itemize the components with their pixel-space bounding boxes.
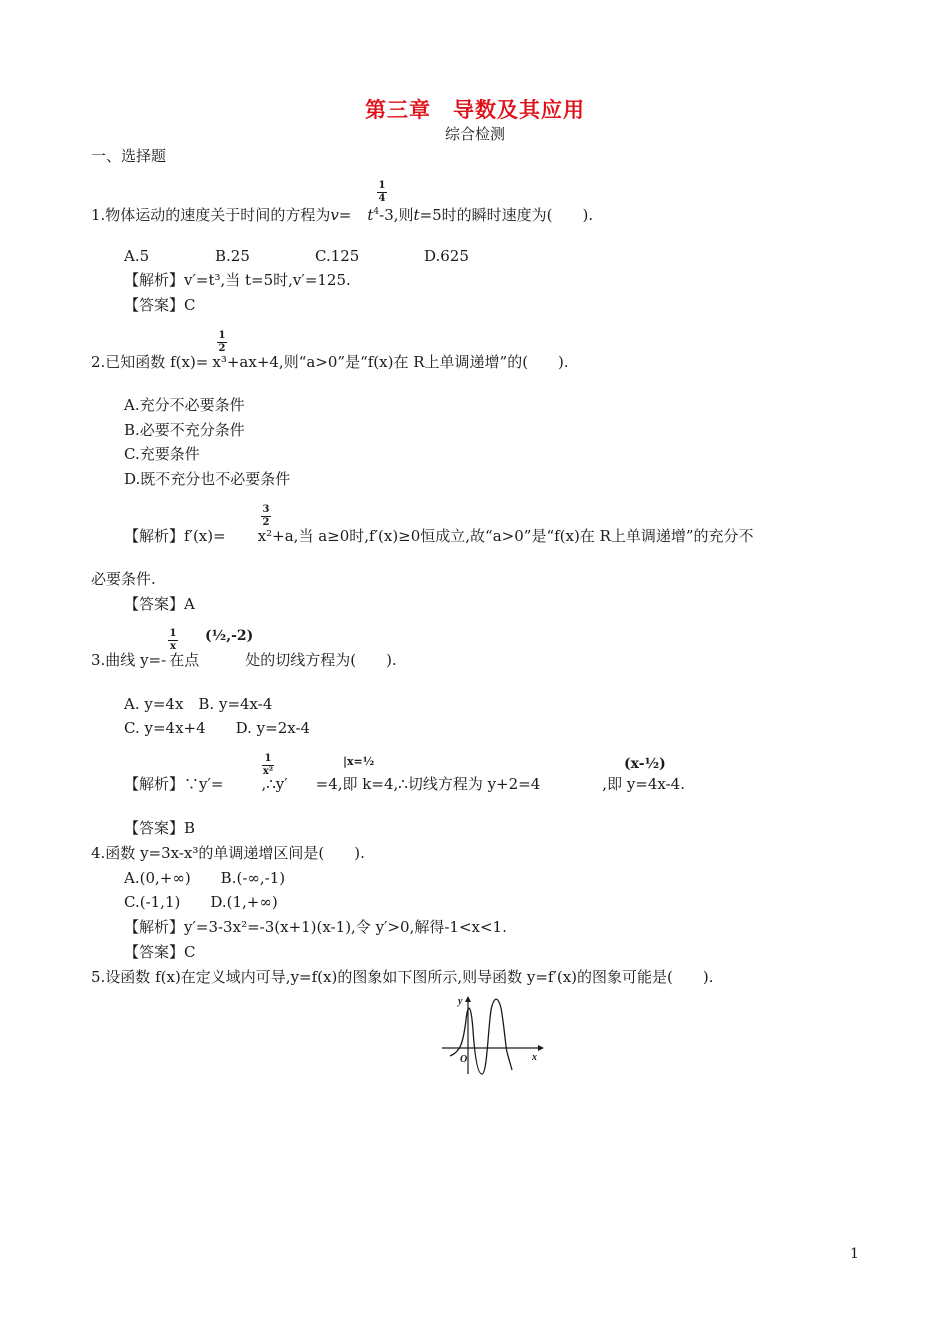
q4-stem: 4.函数 y=3x-x³的单调递增区间是( ). (91, 844, 365, 862)
chapter-title: 第三章 导数及其应用 (365, 97, 585, 122)
origin-label: O (460, 1054, 468, 1065)
q1-answer: 【答案】C (124, 296, 196, 314)
q1-option-d: D.625 (424, 247, 469, 265)
q3-stem: 3.曲线 y=- 在点 处的切线方程为( ). (91, 651, 397, 669)
q2-option-a: A.充分不必要条件 (124, 396, 245, 414)
q1-analysis: 【解析】v′=t³,当 t=5时,v′=125. (124, 271, 351, 289)
q2-option-c: C.充要条件 (124, 445, 200, 463)
q1-stem: 1.物体运动的速度关于时间的方程为$v= t^4-3$,则t=5时的瞬时速度为( ). (91, 206, 594, 224)
q1-option-c: C.125 (315, 247, 360, 265)
page-number: 1 (850, 1246, 859, 1262)
y-axis-arrow (465, 996, 471, 1002)
q2-answer: 【答案】A (124, 595, 195, 613)
function-graph (438, 990, 548, 1076)
q2-analysis-fraction: 3 2 (262, 504, 270, 528)
page-subtitle: 综合检测 (444, 125, 505, 143)
y-axis-label: y (458, 996, 463, 1007)
q2-fraction: 1 2 (218, 330, 226, 354)
q5-stem: 5.设函数 f(x)在定义域内可导,y=f(x)的图象如下图所示,则导函数 y=f′(x)的图象可能是( ). (91, 968, 714, 986)
q3-analysis: 【解析】∵y′= ,∴y′ =4,即 k=4,∴切线方程为 y+2=4 ,即 y=4x-4. (124, 775, 685, 793)
q2-stem: 2.已知函数 f(x)= x³+ax+4,则“a>0”是“f(x)在 R上单调递增”的( ). (91, 353, 569, 371)
q2-analysis-cont: 必要条件. (91, 570, 156, 588)
x-axis-label: x (532, 1052, 537, 1063)
q4-options-row2: C.(-1,1) D.(1,+∞) (124, 893, 278, 911)
q1-fraction: 1 4 (378, 180, 386, 204)
q2-option-b: B.必要不充分条件 (124, 421, 245, 439)
q3-eval-subscript: |x=½ (343, 755, 375, 768)
q1-option-b: B.25 (215, 247, 250, 265)
q1-option-a: A.5 (124, 247, 150, 265)
q2-analysis: 【解析】f′(x)= x²+a,当 a≥0时,f′(x)≥0恒成立,故“a>0”是“f(x)在 R上单调递增”的充分不 (124, 527, 754, 545)
q3-analysis-fraction: 1 x² (262, 753, 274, 777)
section-heading: 一、选择题 (91, 147, 167, 165)
q3-options-row2: C. y=4x+4 D. y=2x-4 (124, 719, 311, 737)
q3-paren-expression: (x-½) (624, 756, 666, 772)
q4-answer: 【答案】C (124, 943, 196, 961)
q2-option-d: D.既不充分也不必要条件 (124, 470, 291, 488)
q4-options-row1: A.(0,+∞) B.(-∞,-1) (124, 869, 286, 887)
q3-fraction: 1 x (169, 628, 177, 652)
q4-analysis: 【解析】y′=3-3x²=-3(x+1)(x-1),令 y′>0,解得-1<x<1. (124, 918, 507, 936)
q3-point: (½,-2) (205, 628, 254, 644)
x-axis-arrow (538, 1045, 544, 1051)
q3-answer: 【答案】B (124, 819, 196, 837)
q3-options-row1: A. y=4x B. y=4x-4 (124, 695, 273, 713)
